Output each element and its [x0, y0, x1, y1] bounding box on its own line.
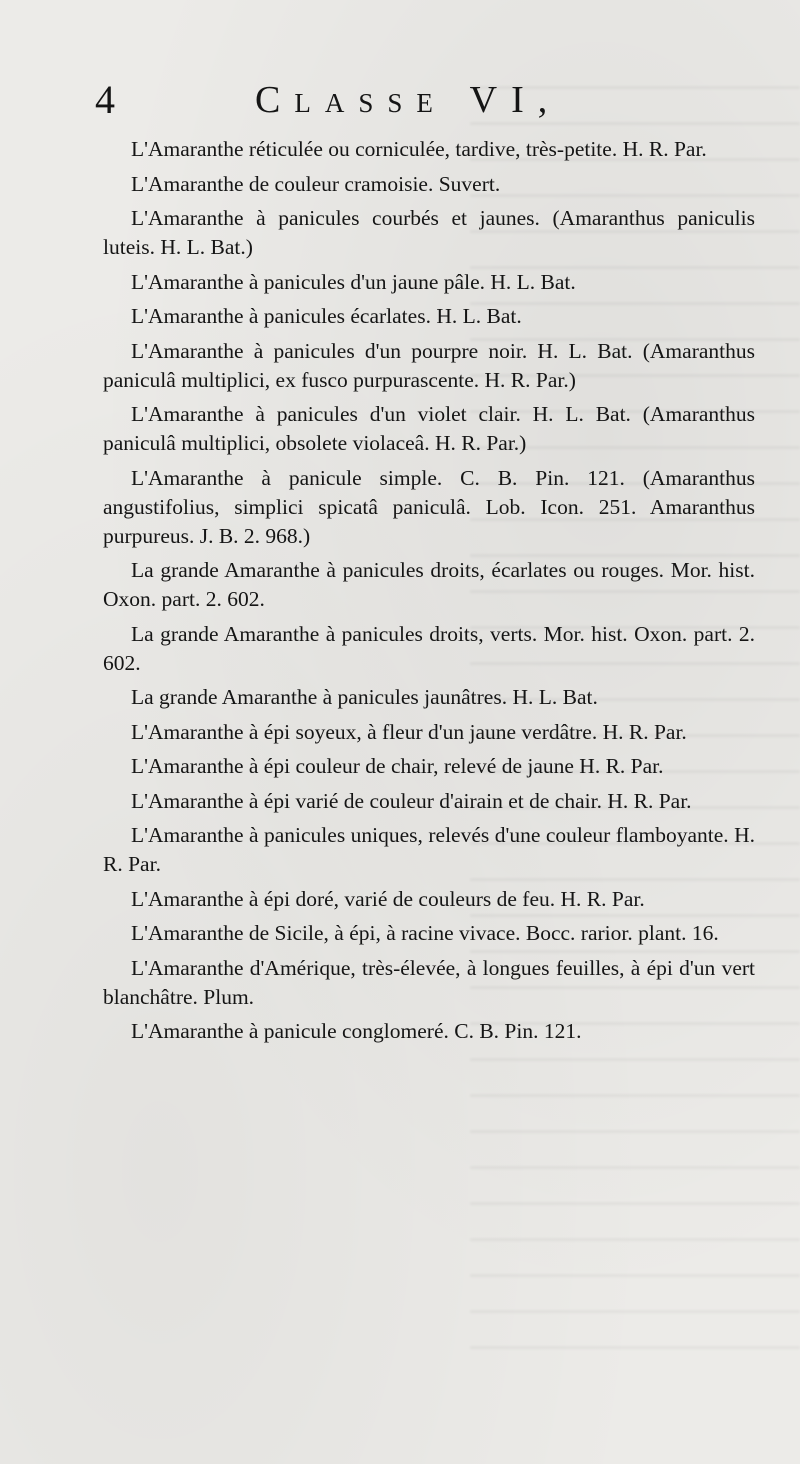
catalog-entry: L'Amaranthe à panicules écarlates. H. L. Bat. [131, 304, 522, 328]
catalog-entry: L'Amaranthe à panicule simple. C. B. Pin. 121. (Amaranthus angustifolius, simplici spicatâ paniculâ. Lob. Icon. 251. Amaranthus purpureus. J. B. 2. 968.) [103, 465, 755, 548]
catalog-entry: L'Amaranthe de couleur cramoisie. Suvert. [131, 171, 501, 196]
running-head: Classe VI, [255, 79, 562, 121]
catalog-entry: L'Amaranthe à épi varié de couleur d'airain et de chair. H. R. Par. [131, 788, 692, 813]
catalog-entry: La grande Amaranthe à panicules jaunâtres. H. L. Bat. [131, 685, 598, 709]
catalog-entry: L'Amaranthe à panicule conglomeré. C. B. Pin. 121. [131, 1019, 582, 1043]
catalog-entry: L'Amaranthe à panicules d'un violet clair. H. L. Bat. (Amaranthus paniculâ multiplici, obsolete violaceâ. H. R. Par.) [103, 402, 755, 455]
catalog-entry: L'Amaranthe à panicules d'un jaune pâle. H. L. Bat. [131, 269, 576, 294]
catalog-entry: L'Amaranthe à panicules courbés et jaunes. (Amaranthus paniculis luteis. H. L. Bat.) [103, 206, 755, 259]
main-text [103, 135, 755, 1052]
catalog-entry: L'Amaranthe à épi doré, varié de couleurs de feu. H. R. Par. [131, 886, 645, 911]
catalog-entry: L'Amaranthe à épi couleur de chair, relevé de jaune H. R. Par. [131, 754, 664, 778]
catalog-entry: L'Amaranthe à panicules d'un pourpre noir. H. L. Bat. (Amaranthus paniculâ multiplici, ex fusco purpurascente. H. R. Par.) [103, 338, 755, 392]
catalog-entry: La grande Amaranthe à panicules droits, verts. Mor. hist. Oxon. part. 2. 602. [103, 621, 755, 675]
page-header [95, 70, 715, 130]
catalog-entry: L'Amaranthe de Sicile, à épi, à racine vivace. Bocc. rarior. plant. 16. [131, 921, 719, 945]
catalog-entry: L'Amaranthe réticulée ou corniculée, tardive, très-petite. H. R. Par. [131, 137, 707, 161]
catalog-entry: L'Amaranthe à panicules uniques, relevés d'une couleur flamboyante. H. R. Par. [103, 823, 755, 876]
catalog-entry: La grande Amaranthe à panicules droits, écarlates ou rouges. Mor. hist. Oxon. part. 2. 602. [103, 558, 755, 611]
catalog-entry: L'Amaranthe à épi soyeux, à fleur d'un jaune verdâtre. H. R. Par. [131, 719, 687, 744]
catalog-entry: L'Amaranthe d'Amérique, très-élevée, à longues feuilles, à épi d'un vert blanchâtre. Plum. [103, 955, 755, 1009]
page-number: 4 [95, 77, 115, 122]
